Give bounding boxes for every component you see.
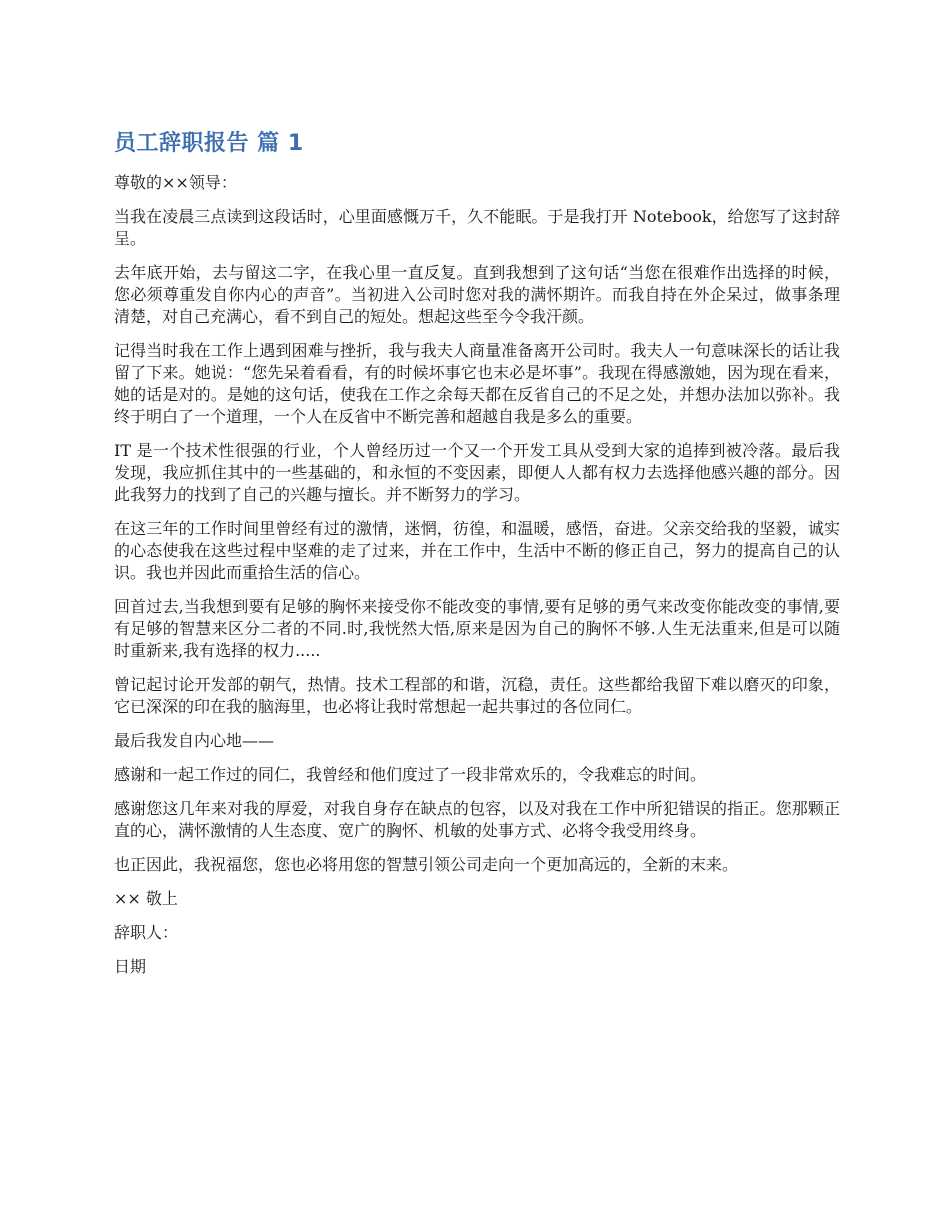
sign-off: ×× 敬上 bbox=[114, 889, 178, 908]
body-paragraph: 在这三年的工作时间里曾经有过的激情，迷惘，彷徨，和温暖，感悟，奋进。父亲交给我的坚毅，诚实的心态使我在这些过程中坚难的走了过来，并在工作中，生活中不断的修正自己，努力的提高自己的认识。我也并因此而重拾生活的信心。 bbox=[114, 519, 840, 582]
date-label: 日期 bbox=[114, 957, 147, 976]
body-paragraph: 也正因此，我祝福您，您也必将用您的智慧引领公司走向一个更加高远的，全新的末来。 bbox=[114, 855, 739, 874]
body-paragraph: 记得当时我在工作上遇到困难与挫折，我与我夫人商量准备离开公司时。我夫人一句意味深长的话让我留了下来。她说：“您先呆着看看，有的时候坏事它也末必是坏事”。我现在得感激她，因为现在看来，她的话是对的。是她的这句话，使我在工作之余每天都在反省自己的不足之处，并想办法加以弥补。我终于明白了一个道理，一个人在反省中不断完善和超越自我是多么的重要。 bbox=[114, 341, 840, 426]
document-page bbox=[114, 128, 840, 990]
salutation: 尊敬的××领导： bbox=[114, 173, 237, 192]
body-paragraph: 最后我发自内心地—— bbox=[114, 731, 275, 750]
resigner-label: 辞职人： bbox=[114, 923, 179, 942]
body-paragraph: 感谢您这几年来对我的厚爱，对我自身存在缺点的包容，以及对我在工作中所犯错误的指正。您那颗正直的心，满怀激情的人生态度、宽广的胸怀、机敏的处事方式、必将令我受用终身。 bbox=[114, 799, 840, 840]
body-paragraph: 去年底开始，去与留这二字，在我心里一直反复。直到我想到了这句话“当您在很难作出选择的时候，您必须尊重发自你内心的声音”。当初进入公司时您对我的满怀期许。而我自持在外企呆过，做事条理清楚，对自己充满心，看不到自己的短处。想起这些至今令我汗颜。 bbox=[114, 263, 840, 326]
body-paragraph: 回首过去,当我想到要有足够的胸怀来接受你不能改变的事情,要有足够的勇气来改变你能改变的事情,要有足够的智慧来区分二者的不同.时,我恍然大悟,原来是因为自己的胸怀不够.人生无法重来,但是可以随时重新来,我有选择的权力..... bbox=[114, 597, 840, 660]
body-paragraph: 当我在凌晨三点读到这段话时，心里面感慨万千，久不能眠。于是我打开 Notebook，给您写了这封辞呈。 bbox=[114, 207, 840, 248]
body-paragraph: 曾记起讨论开发部的朝气，热情。技术工程部的和谐，沉稳，责任。这些都给我留下难以磨灭的印象，它已深深的印在我的脑海里，也必将让我时常想起一起共事过的各位同仁。 bbox=[114, 675, 840, 716]
body-paragraph: 感谢和一起工作过的同仁，我曾经和他们度过了一段非常欢乐的，令我难忘的时间。 bbox=[114, 765, 707, 784]
document-title: 员工辞职报告 篇 1 bbox=[114, 131, 304, 156]
body-paragraph: IT 是一个技术性很强的行业，个人曾经历过一个又一个开发工具从受到大家的追捧到被冷落。最后我发现，我应抓住其中的一些基础的，和永恒的不变因素，即便人人都有权力去选择他感兴趣的部分。因此我努力的找到了自己的兴趣与擅长。并不断努力的学习。 bbox=[114, 441, 840, 504]
